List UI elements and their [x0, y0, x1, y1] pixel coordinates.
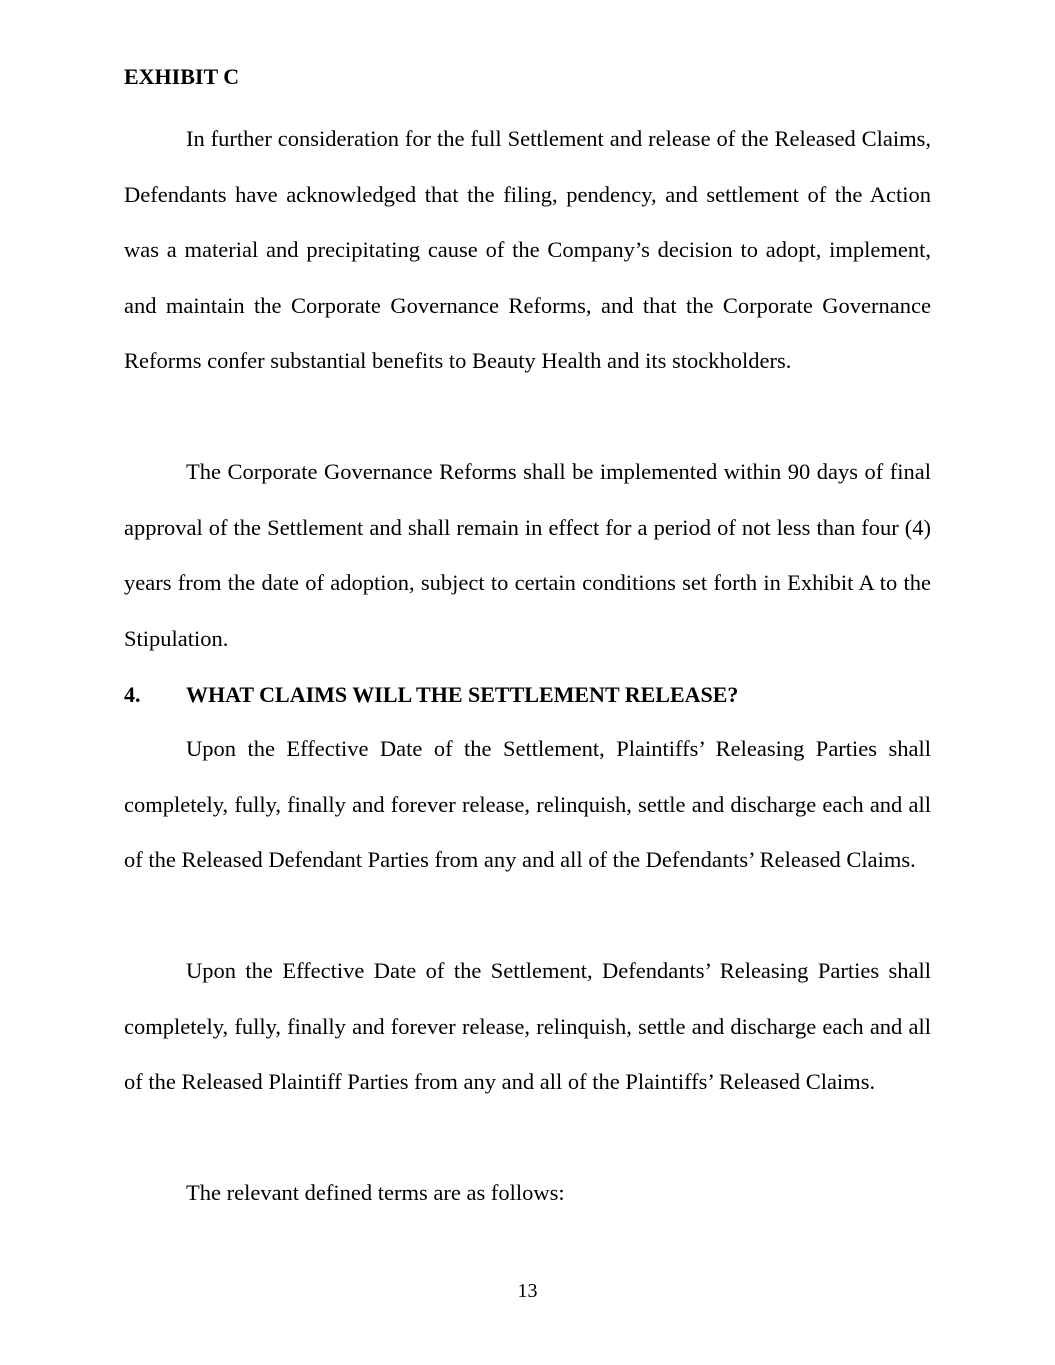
paragraph-defendants-release: Upon the Effective Date of the Settlement, Defendants’ Releasing Parties shall completely, fully, finally and forever release, relinquish, settle and discharge each and all of the Released Plaintiff Parties from any and all of the Plaintiffs’ Released Claims. [124, 958, 931, 1094]
section-number: 4. [124, 682, 141, 707]
exhibit-label: EXHIBIT C [124, 64, 240, 89]
document-page [124, 0, 931, 1365]
page-number: 13 [517, 1280, 538, 1302]
paragraph-defined-terms: The relevant defined terms are as follows: [186, 1180, 565, 1205]
section-heading [124, 680, 738, 710]
paragraph-implementation: The Corporate Governance Reforms shall be implemented within 90 days of final approval of the Settlement and shall remain in effect for a period of not less than four (4) years from the date of adoption, subject to certain conditions set forth in Exhibit A to the Stipulation. [124, 459, 931, 651]
paragraph-plaintiffs-release: Upon the Effective Date of the Settlement, Plaintiffs’ Releasing Parties shall completely, fully, finally and forever release, relinquish, settle and discharge each and all of the Released Defendant Parties from any and all of the Defendants’ Released Claims. [124, 736, 931, 872]
paragraph-consideration: In further consideration for the full Settlement and release of the Released Claims, Defendants have acknowledged that the filing, pendency, and settlement of the Action was a material and precipitating cause of the Company’s decision to adopt, implement, and maintain the Corporate Governance Reforms, and that the Corporate Governance Reforms confer substantial benefits to Beauty Health and its stockholders. [124, 126, 931, 373]
section-title: WHAT CLAIMS WILL THE SETTLEMENT RELEASE? [186, 682, 739, 707]
